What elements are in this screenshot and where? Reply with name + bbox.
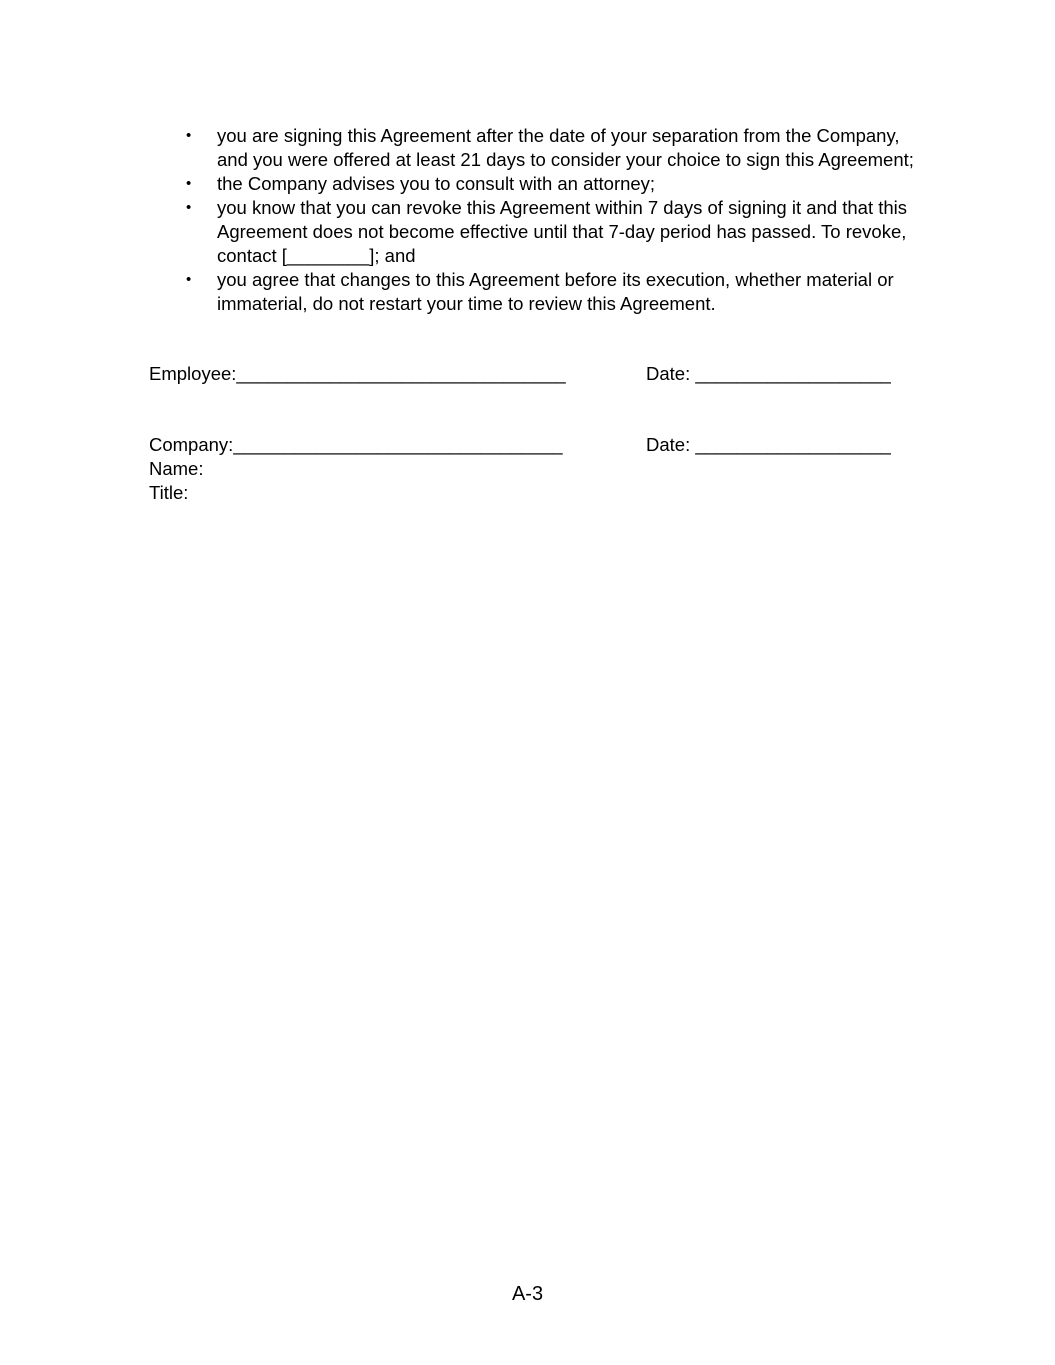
bullet-line: you are signing this Agreement after the date of your separation from the Company,: [217, 125, 900, 146]
bullet-item-signing-after-separation: [186, 124, 947, 172]
title-label: Title:: [149, 482, 189, 503]
bullet-item-revoke-agreement: [186, 196, 947, 268]
bullet-line: Agreement does not become effective until that 7-day period has passed. To revoke,: [217, 221, 907, 242]
bullet-icon: •: [186, 175, 192, 192]
company-date-line[interactable]: Date: ___________________: [646, 434, 891, 455]
employee-signature-line[interactable]: Employee:________________________________: [149, 363, 566, 384]
company-signature-line[interactable]: Company:________________________________: [149, 434, 563, 455]
page-number: A-3: [511, 1283, 544, 1305]
bullet-line: you agree that changes to this Agreement before its execution, whether material or: [217, 269, 894, 290]
bullet-icon: •: [186, 127, 192, 144]
bullet-line: immaterial, do not restart your time to review this Agreement.: [217, 293, 716, 314]
name-label: Name:: [149, 458, 204, 479]
bullet-icon: •: [186, 199, 192, 216]
bullet-icon: •: [186, 271, 192, 288]
employee-date-line[interactable]: Date: ___________________: [646, 363, 891, 384]
bullet-item-consult-attorney: [186, 172, 947, 196]
bullet-item-changes-no-restart: [186, 268, 947, 316]
bullet-line: and you were offered at least 21 days to consider your choice to sign this Agreement;: [217, 149, 914, 170]
acknowledgement-bullet-list: [186, 124, 947, 316]
bullet-line: you know that you can revoke this Agreement within 7 days of signing it and that this: [217, 197, 908, 218]
bullet-line: the Company advises you to consult with an attorney;: [217, 173, 656, 194]
bullet-line: contact [________]; and: [217, 245, 416, 266]
